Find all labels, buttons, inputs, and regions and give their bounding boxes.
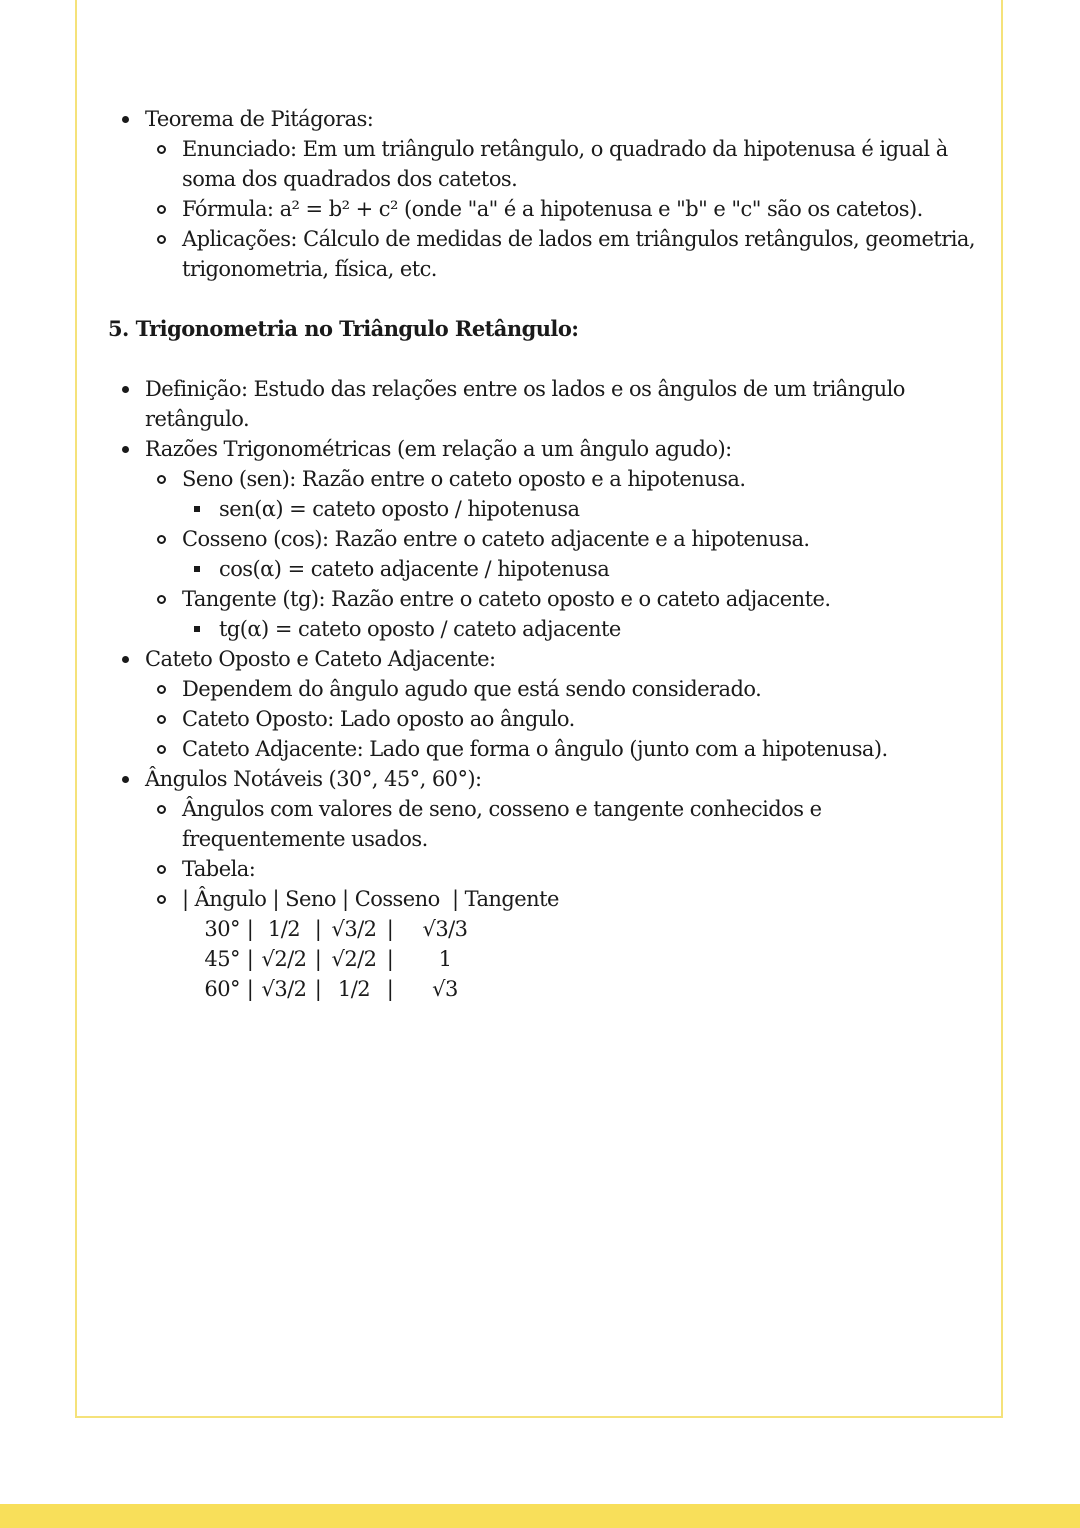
bullet-ring-icon [157,674,166,704]
list-item [145,194,978,224]
table-separator: | [246,947,254,971]
bullet-ring-icon [157,464,166,494]
list-item [145,134,978,194]
bullet-ring-icon [157,884,166,914]
razoes-sublist [145,464,978,644]
seno-text: Seno (sen): Razão entre o cateto oposto e a hipotenusa. [182,467,746,491]
pitagoras-sublist [145,134,978,284]
notaveis-description: Ângulos com valores de seno, cosseno e tangente conhecidos e frequentemente usados. [182,797,822,851]
catetos-item: Dependem do ângulo agudo que está sendo considerado. [182,677,762,701]
definicao-text: Definição: Estudo das relações entre os lados e os ângulos de um triângulo retângulo. [145,377,905,431]
table-cell-angulo: 60° [204,977,240,1001]
table-separator: | [246,977,254,1001]
notaveis-title: Ângulos Notáveis (30°, 45°, 60°): [145,767,482,791]
bullet-dot-icon [122,764,129,794]
list-item [145,674,978,704]
table-separator: | [386,977,394,1001]
bullet-ring-icon [157,584,166,614]
bullet-ring-icon [157,794,166,824]
bullet-ring-icon [157,854,166,884]
tangente-formula: tg(α) = cateto oposto / cateto adjacente [219,617,621,641]
bullet-dot-icon [122,644,129,674]
table-cell-seno: √2/2 [261,947,307,971]
table-separator: | [246,917,254,941]
cosseno-formula: cos(α) = cateto adjacente / hipotenusa [219,557,610,581]
section-heading: 5. Trigonometria no Triângulo Retângulo: [108,316,579,341]
bullet-square-icon [194,614,200,644]
list-item [145,854,978,884]
list-item [182,554,978,584]
table-cell-tangente: √3/3 [422,917,468,941]
cosseno-formula-list [182,554,978,584]
razoes-title: Razões Trigonométricas (em relação a um ângulo agudo): [145,437,732,461]
pitagoras-enunciado: Enunciado: Em um triângulo retângulo, o quadrado da hipotenusa é igual à soma dos quadrados dos catetos. [182,137,948,191]
notaveis-sublist [145,794,978,1004]
table-cell-cosseno: 1/2 [337,977,371,1001]
table-cell-cosseno: √2/2 [331,947,377,971]
table-cell-cosseno: √3/2 [331,917,377,941]
seno-formula-list [182,494,978,524]
bullet-dot-icon [122,104,129,134]
list-item [145,794,978,854]
table-row [182,974,978,1004]
pitagoras-formula: Fórmula: a² = b² + c² (onde "a" é a hipotenusa e "b" e "c" são os catetos). [182,197,923,221]
list-item [145,704,978,734]
list-item [108,434,978,644]
list-item [108,104,978,284]
list-item [145,734,978,764]
table-cell-tangente: 1 [438,947,452,971]
bullet-ring-icon [157,734,166,764]
table-separator: | [314,977,322,1001]
list-item [108,374,978,434]
tangente-formula-list [182,614,978,644]
cosseno-text: Cosseno (cos): Razão entre o cateto adjacente e a hipotenusa. [182,527,810,551]
list-item [182,494,978,524]
bullet-ring-icon [157,224,166,254]
document-content [108,104,978,1004]
seno-formula: sen(α) = cateto oposto / hipotenusa [219,497,580,521]
pitagoras-title: Teorema de Pitágoras: [145,107,374,131]
list-item [145,224,978,284]
angles-table [182,914,978,1004]
trigonometria-list [108,374,978,1004]
list-item [145,584,978,644]
table-header: | Ângulo | Seno | Cosseno | Tangente [182,887,559,911]
bottom-bar [0,1504,1080,1528]
bullet-ring-icon [157,704,166,734]
table-cell-seno: 1/2 [267,917,301,941]
table-separator: | [314,917,322,941]
bullet-square-icon [194,494,200,524]
tabela-label: Tabela: [182,857,256,881]
table-separator: | [386,947,394,971]
table-row [182,944,978,974]
list-item [145,524,978,584]
table-cell-angulo: 30° [204,917,240,941]
catetos-title: Cateto Oposto e Cateto Adjacente: [145,647,496,671]
list-item [108,644,978,764]
table-cell-angulo: 45° [204,947,240,971]
catetos-item: Cateto Oposto: Lado oposto ao ângulo. [182,707,575,731]
bullet-ring-icon [157,524,166,554]
catetos-sublist [145,674,978,764]
bullet-ring-icon [157,134,166,164]
list-item [182,614,978,644]
table-cell-tangente: √3 [432,977,458,1001]
bullet-dot-icon [122,434,129,464]
list-item [108,764,978,1004]
bullet-square-icon [194,554,200,584]
table-separator: | [386,917,394,941]
bullet-dot-icon [122,374,129,404]
pitagoras-list [108,104,978,284]
list-item [145,464,978,524]
table-row [182,914,978,944]
table-separator: | [314,947,322,971]
tangente-text: Tangente (tg): Razão entre o cateto oposto e o cateto adjacente. [182,587,831,611]
table-cell-seno: √3/2 [261,977,307,1001]
pitagoras-aplicacoes: Aplicações: Cálculo de medidas de lados em triângulos retângulos, geometria, trigonometria, física, etc. [182,227,975,281]
bullet-ring-icon [157,194,166,224]
catetos-item: Cateto Adjacente: Lado que forma o ângulo (junto com a hipotenusa). [182,737,888,761]
list-item [145,884,978,1004]
